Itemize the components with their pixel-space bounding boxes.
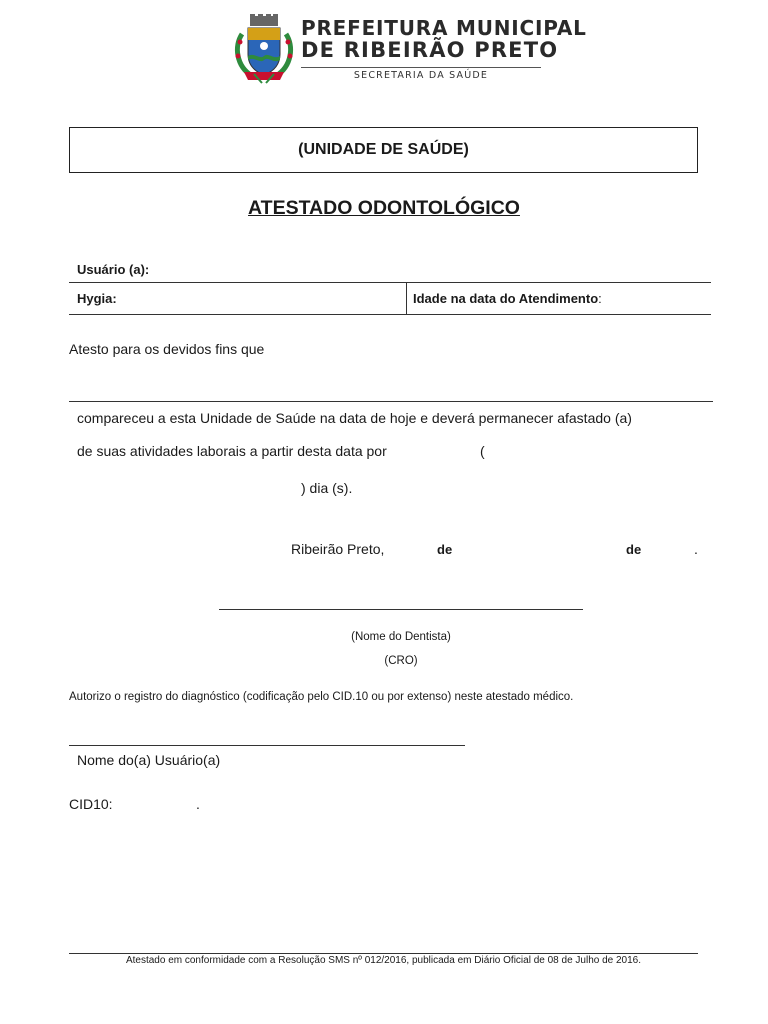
- hygia-row-divider: [69, 314, 711, 315]
- cid-period: .: [196, 796, 200, 812]
- org-name-line2: DE RIBEIRÃO PRETO: [301, 38, 559, 62]
- authorization-text: Autorizo o registro do diagnóstico (codificação pelo CID.10 ou por extenso) neste atestado médico.: [69, 691, 574, 703]
- user-row-divider: [69, 282, 711, 283]
- attest-text: Atesto para os devidos fins que: [69, 341, 265, 357]
- coat-of-arms-logo: [232, 12, 296, 84]
- patient-name-line: [69, 401, 713, 402]
- patient-name-label: Nome do(a) Usuário(a): [77, 752, 221, 768]
- date-de-1: de: [437, 542, 453, 557]
- dentist-name-label: (Nome do Dentista): [351, 631, 451, 643]
- field-column-divider: [406, 282, 407, 314]
- health-unit-box: [69, 127, 698, 173]
- cid-label: CID10:: [69, 796, 113, 812]
- document-title: ATESTADO ODONTOLÓGICO: [248, 197, 520, 219]
- date-period: .: [694, 541, 698, 557]
- health-unit-label: (UNIDADE DE SAÚDE): [298, 141, 469, 158]
- attendance-text: compareceu a esta Unidade de Saúde na data de hoje e deverá permanecer afastado (a): [77, 410, 632, 426]
- org-department: SECRETARIA DA SAÚDE: [353, 70, 489, 81]
- date-de-2: de: [626, 542, 642, 557]
- days-paren-open: (: [480, 443, 485, 459]
- header-divider: [301, 67, 541, 68]
- footer-divider: [69, 953, 698, 954]
- dentist-cro-label: (CRO): [384, 655, 418, 667]
- user-label: Usuário (a):: [77, 262, 150, 277]
- patient-signature-line: [69, 745, 465, 746]
- dentist-signature-line: [219, 609, 583, 610]
- hygia-label: Hygia:: [77, 291, 117, 306]
- city-label: Ribeirão Preto,: [291, 541, 385, 557]
- age-label: Idade na data do Atendimento:: [413, 291, 602, 306]
- leave-text: de suas atividades laborais a partir desta data por: [77, 443, 387, 459]
- days-suffix: ) dia (s).: [301, 480, 353, 496]
- footer-note: Atestado em conformidade com a Resolução SMS nº 012/2016, publicada em Diário Oficial de 08 de Julho de 2016.: [125, 955, 642, 966]
- org-name-line1: PREFEITURA MUNICIPAL: [301, 16, 587, 40]
